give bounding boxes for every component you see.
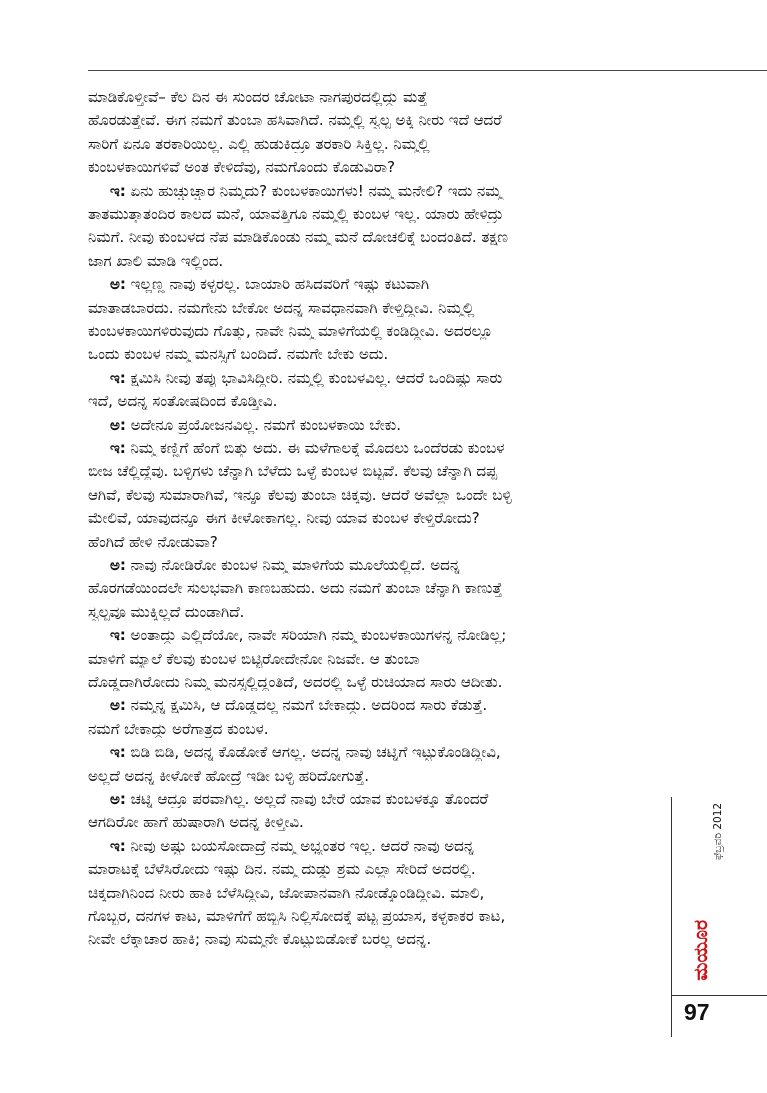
line-text: ಹೊರಡುತ್ತೇವೆ. ಈಗ ನಮಗೆ ತುಂಬಾ ಹಸಿವಾಗಿದೆ. ನಮ್ಮಲ್ಲಿ ಸ್ವಲ್ಪ ಅಕ್ಕಿ ನೀರು ಇದೆ ಆದರೆ [88, 111, 502, 130]
text-line [88, 790, 670, 808]
line-text: ಅಲ್ಲದೆ ಅದನ್ನ ಕೀಳೋಕೆ ಹೋದ್ರೆ ಇಡೀ ಬಳ್ಳಿ ಹರಿದೋಗುತ್ತೆ. [88, 766, 369, 785]
line-text: ಕ್ಷಮಿಸಿ ನೀವು ತಪ್ಪು ಭಾವಿಸಿದ್ದೀರಿ. ನಮ್ಮಲ್ಲಿ ಕುಂಬಳವಿಲ್ಲ. ಆದರೆ ಒಂದಿಷ್ಟು ಸಾರು [125, 368, 503, 387]
page-number: 97 [684, 999, 710, 1025]
text-line [88, 462, 648, 480]
magazine-title [690, 920, 712, 981]
text-line [88, 626, 670, 644]
text-line [88, 860, 648, 878]
line-text: ಇದೆ, ಅದನ್ನ ಸಂತೋಷದಿಂದ ಕೊಡ್ತೀವಿ. [88, 392, 278, 411]
text-line [88, 720, 648, 738]
line-text: ಒಂದು ಕುಂಬಳ ನಮ್ಮ ಮನಸ್ಸಿಗೆ ಬಂದಿದೆ. ನಮಗೇ ಬೇಕು ಅದು. [88, 345, 389, 364]
text-line [88, 767, 648, 785]
line-text: ನಿಮ್ಮ ಕಣ್ಣಿಗೆ ಹೆಂಗೆ ಬಿತ್ತು ಅದು. ಈ ಮಳೆಗಾಲಕ್ಕೆ ಮೊದಲು ಒಂದೆರಡು ಕುಂಬಳ [125, 439, 505, 457]
speaker-label: ಅ: [110, 275, 126, 294]
line-text: ನಮಗೆ ಬೇಕಾದ್ದು ಅರೆಗಾತ್ರದ ಕುಂಬಳ. [88, 719, 269, 738]
text-line [88, 322, 648, 340]
line-text: ಇಲ್ಲಣ್ಣ ನಾವು ಕಳ್ಳರಲ್ಲ. ಬಾಯಾರಿ ಹಸಿದವರಿಗೆ ಇಷ್ಟು ಕಟುವಾಗಿ [125, 275, 430, 294]
line-text: ನೀವೇ ಲೆಕ್ಕಾಚಾರ ಹಾಕಿ; ನಾವು ಸುಮ್ಮನೇ ಕೊಟ್ಟುಬಿಡೋಕೆ ಬರಲ್ಲ ಅದನ್ನ. [88, 930, 432, 949]
text-line [88, 673, 648, 691]
text-line [88, 907, 648, 925]
line-text: ಹೊರಗಡೆಯಿಂದಲೇ ಸುಲಭವಾಗಿ ಕಾಣಬಹುದು. ಅದು ನಮಗೆ ತುಂಬಾ ಚೆನ್ನಾಗಿ ಕಾಣುತ್ತೆ [88, 579, 503, 598]
line-text: ತಾತಮುತ್ತಾತಂದಿರ ಕಾಲದ ಮನೆ, ಯಾವತ್ತಿಗೂ ನಮ್ಮಲ್ಲಿ ಕುಂಬಳ ಇಲ್ಲ. ಯಾರು ಹೇಳಿದ್ರು [88, 205, 503, 223]
text-line [88, 743, 670, 761]
text-line [88, 837, 670, 855]
line-text: ಆಗದಿರೋ ಹಾಗೆ ಹುಷಾರಾಗಿ ಅದನ್ನ ಕೀಳ್ತೀವಿ. [88, 813, 304, 832]
text-line [88, 884, 648, 902]
text-line [88, 369, 670, 387]
text-line [88, 182, 670, 200]
line-text: ಮೇಲಿವೆ, ಯಾವುದನ್ನೂ ಈಗ ಕೀಳೋಕಾಗಲ್ಲ. ನೀವು ಯಾವ ಕುಂಬಳ ಕೇಳ್ತಿರೋದು? [88, 509, 480, 528]
speaker-label: ಇ: [110, 836, 126, 855]
line-text: ಮಾರಾಟಕ್ಕೆ ಬೆಳೆಸಿರೋದು ಇಷ್ಟು ದಿನ. ನಮ್ಮ ದುಡ್ಡು ಶ್ರಮ ಎಲ್ಲಾ ಸೇರಿದೆ ಅದರಲ್ಲಿ. [88, 860, 476, 879]
text-line [88, 392, 648, 410]
page-number-rule [671, 995, 767, 996]
text-line [88, 205, 648, 223]
line-text: ಚಟ್ನಿ ಆದ್ರೂ ಪರವಾಗಿಲ್ಲ. ಅಲ್ಲದೆ ನಾವು ಬೇರೆ ಯಾವ ಕುಂಬಳಕ್ಕೂ ತೊಂದರೆ [125, 790, 489, 808]
line-text: ನಾವು ನೋಡಿರೋ ಕುಂಬಳ ನಿಮ್ಮ ಮಾಳಿಗೆಯ ಮೂಲೆಯಲ್ಲಿದೆ. ಅದನ್ನ [125, 556, 461, 574]
speaker-label: ಇ: [110, 181, 126, 200]
line-text: ಬಿಡಿ ಬಿಡಿ, ಅದನ್ನ ಕೊಡೋಕೆ ಆಗಲ್ಲ. ಅದನ್ನ ನಾವು ಚಟ್ನಿಗೆ ಇಟ್ಟುಕೊಂಡಿದ್ದೀವಿ, [125, 743, 501, 762]
text-line [88, 252, 648, 270]
speaker-label: ಇ: [110, 743, 126, 762]
line-text: ಚಿಕ್ಕದಾಗಿನಿಂದ ನೀರು ಹಾಕಿ ಬೆಳೆಸಿದ್ದೀವಿ, ಜೋಪಾನವಾಗಿ ನೋಡ್ಕೊಂಡಿದ್ದೀವಿ. ಮಾಲಿ, [88, 883, 485, 902]
line-text: ನೀವು ಅಷ್ಟು ಬಯಸೋದಾದ್ರೆ ನಮ್ಮ ಅಭ್ಯಂತರ ಇಲ್ಲ. ಆದರೆ ನಾವು ಅದನ್ನ [125, 836, 475, 855]
line-text: ಕುಂಬಳಕಾಯಿಗಳಿರುವುದು ಗೊತ್ತು, ನಾವೇ ನಿಮ್ಮ ಮಾಳಿಗೆಯಲ್ಲಿ ಕಂಡಿದ್ದೀವಿ. ಅದರಲ್ಲೂ [88, 322, 493, 340]
text-line [88, 696, 670, 714]
line-text: ನಿಮಗೆ. ನೀವು ಕುಂಬಳದ ನೆಪ ಮಾಡಿಕೊಂಡು ನಮ್ಮ ಮನೆ ದೋಚಲಿಕ್ಕೆ ಬಂದಂತಿದೆ. ತಕ್ಷಣ [88, 228, 509, 247]
line-text: ಜಾಗ ಖಾಲಿ ಮಾಡಿ ಇಲ್ಲಿಂದ. [88, 251, 224, 270]
line-text: ಅಂತಾದ್ದು ಎಲ್ಲಿದೆಯೋ, ನಾವೇ ಸರಿಯಾಗಿ ನಮ್ಮ ಕುಂಬಳಕಾಯಿಗಳನ್ನ ನೋಡಿಲ್ಲ; [125, 626, 507, 645]
speaker-label: ಅ: [110, 415, 126, 434]
text-line [88, 650, 648, 668]
line-text: ಮಾಡಿಕೊಳ್ತೀವೆ– ಕೆಲ ದಿನ ಈ ಸುಂದರ ಚೋಟಾ ನಾಗಪುರದಲ್ಲಿದ್ದು ಮತ್ತೆ [88, 88, 428, 106]
text-line [88, 439, 670, 457]
speaker-label: ಅ: [110, 556, 126, 574]
text-line [88, 813, 648, 831]
text-line [88, 579, 648, 597]
speaker-label: ಇ: [110, 439, 126, 457]
speaker-label: ಅ: [110, 790, 126, 808]
text-line [88, 135, 648, 153]
speaker-label: ಇ: [110, 626, 126, 645]
speaker-label: ಅ: [110, 696, 126, 715]
text-line [88, 416, 670, 434]
line-text: ಮಾಳಿಗೆ ಮ್ಯಾಲೆ ಕೆಲವು ಕುಂಬಳ ಬಿಟ್ಟಿರೋದೇನೋ ನಿಜವೇ. ಆ ತುಂಬಾ [88, 649, 420, 668]
top-rule [88, 70, 767, 71]
text-line [88, 228, 648, 246]
issue-date: ಫೆಬ್ರವರಿ 2012 [712, 802, 724, 860]
line-text: ನಮ್ಮನ್ನ ಕ್ಷಮಿಸಿ, ಆ ದೊಡ್ಡದಲ್ಲ ನಮಗೆ ಬೇಕಾದ್ದು. ಅದರಿಂದ ಸಾರು ಕೆಡುತ್ತೆ. [125, 696, 488, 715]
line-text: ದೊಡ್ಡದಾಗಿರೋದು ನಿಮ್ಮ ಮನಸ್ಸಲ್ಲಿದ್ದಂತಿದೆ, ಅದರಲ್ಲಿ ಒಳ್ಳೆ ರುಚಿಯಾದ ಸಾರು ಆದೀತು. [88, 673, 503, 691]
line-text: ಬೀಜ ಚೆಲ್ಲಿದ್ದೆವು. ಬಳ್ಳಿಗಳು ಚೆನ್ನಾಗಿ ಬೆಳೆದು ಒಳ್ಳೆ ಕುಂಬಳ ಬಿಟ್ಟವೆ. ಕೆಲವು ಚೆನ್ನಾಗಿ ದಪ್ಪ [88, 462, 497, 481]
text-line [88, 345, 648, 363]
line-text: ಕುಂಬಳಕಾಯಿಗಳಿವೆ ಅಂತ ಕೇಳಿದೆವು, ನಮಗೊಂದು ಕೊಡುವಿರಾ? [88, 158, 395, 177]
text-line [88, 603, 648, 621]
line-text: ಗೊಬ್ಬರ, ದನಗಳ ಕಾಟ, ಮಾಳಿಗೆಗೆ ಹಬ್ಬಿಸಿ ನಿಲ್ಲಿಸೋದಕ್ಕೆ ಪಟ್ಟ ಪ್ರಯಾಸ, ಕಳ್ಳಕಾಕರ ಕಾಟ, [88, 907, 506, 925]
line-text: ಅದೇನೂ ಪ್ರಯೋಜನವಿಲ್ಲ. ನಮಗೆ ಕುಂಬಳಕಾಯಿ ಬೇಕು. [125, 415, 401, 434]
text-line [88, 509, 648, 527]
text-line [88, 930, 648, 948]
text-line [88, 299, 648, 317]
line-text: ಮಾತಾಡಬಾರದು. ನಮಗೇನು ಬೇಕೋ ಅದನ್ನ ಸಾವಧಾನವಾಗಿ ಕೇಳ್ತಿದ್ದೀವಿ. ನಿಮ್ಮಲ್ಲಿ [88, 298, 475, 317]
speaker-label: ಇ: [110, 368, 126, 387]
line-text: ಆಗಿವೆ, ಕೆಲವು ಸುಮಾರಾಗಿವೆ, ಇನ್ನೂ ಕೆಲವು ತುಂಬಾ ಚಿಕ್ಕವು. ಆದರೆ ಅವೆಲ್ಲಾ ಒಂದೇ ಬಳ್ಳಿ [88, 485, 512, 504]
sidebar-divider [671, 797, 672, 1037]
text-line [88, 158, 648, 176]
text-line [88, 486, 648, 504]
line-text: ಸ್ವಲ್ಪವೂ ಮುಕ್ಕಿಲ್ಲದೆ ದುಂಡಾಗಿದೆ. [88, 602, 245, 621]
magazine-title-text: ಮಯೂರ [690, 920, 712, 981]
text-line [88, 88, 648, 106]
text-line [88, 556, 670, 574]
text-line [88, 111, 648, 129]
line-text: ಹೆಂಗಿದೆ ಹೇಳಿ ನೋಡುವಾ? [88, 532, 218, 551]
text-line [88, 275, 670, 293]
line-text: ಸಾರಿಗೆ ಏನೂ ತರಕಾರಿಯಿಲ್ಲ. ಎಲ್ಲಿ ಹುಡುಕಿದ್ರೂ ತರಕಾರಿ ಸಿಕ್ತಿಲ್ಲ. ನಿಮ್ಮಲ್ಲಿ [88, 134, 430, 153]
text-line [88, 533, 648, 551]
line-text: ಏನು ಹುಚ್ಚುಚ್ಚಾರ ನಿಮ್ಮದು? ಕುಂಬಳಕಾಯಿಗಳು! ನಮ್ಮ ಮನೇಲಿ? ಇದು ನಮ್ಮ [125, 181, 502, 200]
